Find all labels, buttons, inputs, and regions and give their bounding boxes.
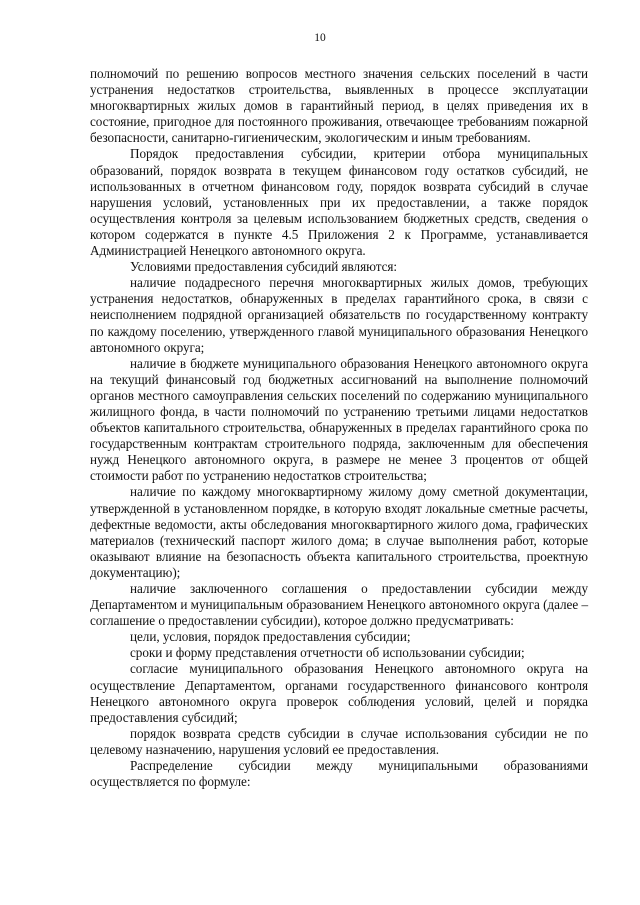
paragraph-condition-budget: наличие в бюджете муниципального образования Ненецкого автономного округа на текущий финансовый год бюджетных ассигнований на выполнение полномочий органов местного самоуправления сельских поселений по содержанию муниципального жилищного фонда, в части полномочий по устранению третьими лицами недостатков объектов капитального строительства, обнаруженных в пределах гарантийного срока по государственным контрактам строительного подряда, заключенным для обеспечения нужд Ненецкого автономного округа, в размере не менее 3 процентов от общей стоимости работ по устранению недостатков строительства; bbox=[90, 355, 588, 484]
paragraph-agreement-consent: согласие муниципального образования Ненецкого автономного округа на осуществление Департаментом, органами государственного финансового контроля Ненецкого автономного округа проверок соблюдения условий, целей и порядка предоставления субсидий; bbox=[90, 661, 588, 725]
paragraph-condition-agreement: наличие заключенного соглашения о предоставлении субсидии между Департаментом и муниципальным образованием Ненецкого автономного округа (далее – соглашение о предоставлении субсидии), которое должно предусматривать: bbox=[90, 581, 588, 629]
paragraph-condition-address-list: наличие подадресного перечня многоквартирных жилых домов, требующих устранения недостатков, обнаруженных в пределах гарантийного срока, в связи с неисполнением подрядной организацией обязательств по государственному контракту по каждому поселению, утвержденного главой муниципального образования Ненецкого автономного округа; bbox=[90, 275, 588, 355]
page-number: 10 bbox=[314, 32, 326, 44]
paragraph-conditions-heading: Условиями предоставления субсидий являются: bbox=[130, 259, 398, 275]
paragraph-agreement-goals: цели, условия, порядок предоставления субсидии; bbox=[130, 629, 411, 645]
paragraph-continuation: полномочий по решению вопросов местного значения сельских поселений в части устранения недостатков строительства, выявленных в процессе эксплуатации многоквартирных жилых домов в гарантийный период, в целях приведения их в состояние, пригодное для постоянного проживания, отвечающее требованиям пожарной безопасности, санитарно-гигиеническим, экологическим и иным требованиям. bbox=[90, 66, 588, 146]
paragraph-subsidy-procedure: Порядок предоставления субсидии, критерии отбора муниципальных образований, порядок возврата в текущем финансовом году остатков субсидий, не использованных в отчетном финансовом году, порядок возврата субсидий в случае нарушения условий, установленных при их предоставлении, а также порядок осуществления контроля за целевым использованием бюджетных средств, сведения о котором содержатся в пункте 4.5 Приложения 2 к Программе, устанавливается Администрацией Ненецкого автономного округа. bbox=[90, 146, 588, 259]
paragraph-condition-estimates: наличие по каждому многоквартирному жилому дому сметной документации, утвержденной в установленном порядке, в которую входят локальные сметные расчеты, дефектные ведомости, акты обследования многоквартирного жилого дома, графических материалов (технический паспорт жилого дома; в случае выполнения работ, которые оказывают влияние на безопасность объекта капитального строительства, проектную документацию); bbox=[90, 484, 588, 580]
paragraph-agreement-return: порядок возврата средств субсидии в случае использования субсидии не по целевому назначению, нарушения условий ее предоставления. bbox=[90, 725, 588, 757]
document-body bbox=[90, 66, 588, 790]
paragraph-distribution-formula: Распределение субсидии между муниципальными образованиями осуществляется по формуле: bbox=[90, 758, 588, 790]
paragraph-agreement-reporting: сроки и форму представления отчетности об использовании субсидии; bbox=[130, 645, 525, 661]
